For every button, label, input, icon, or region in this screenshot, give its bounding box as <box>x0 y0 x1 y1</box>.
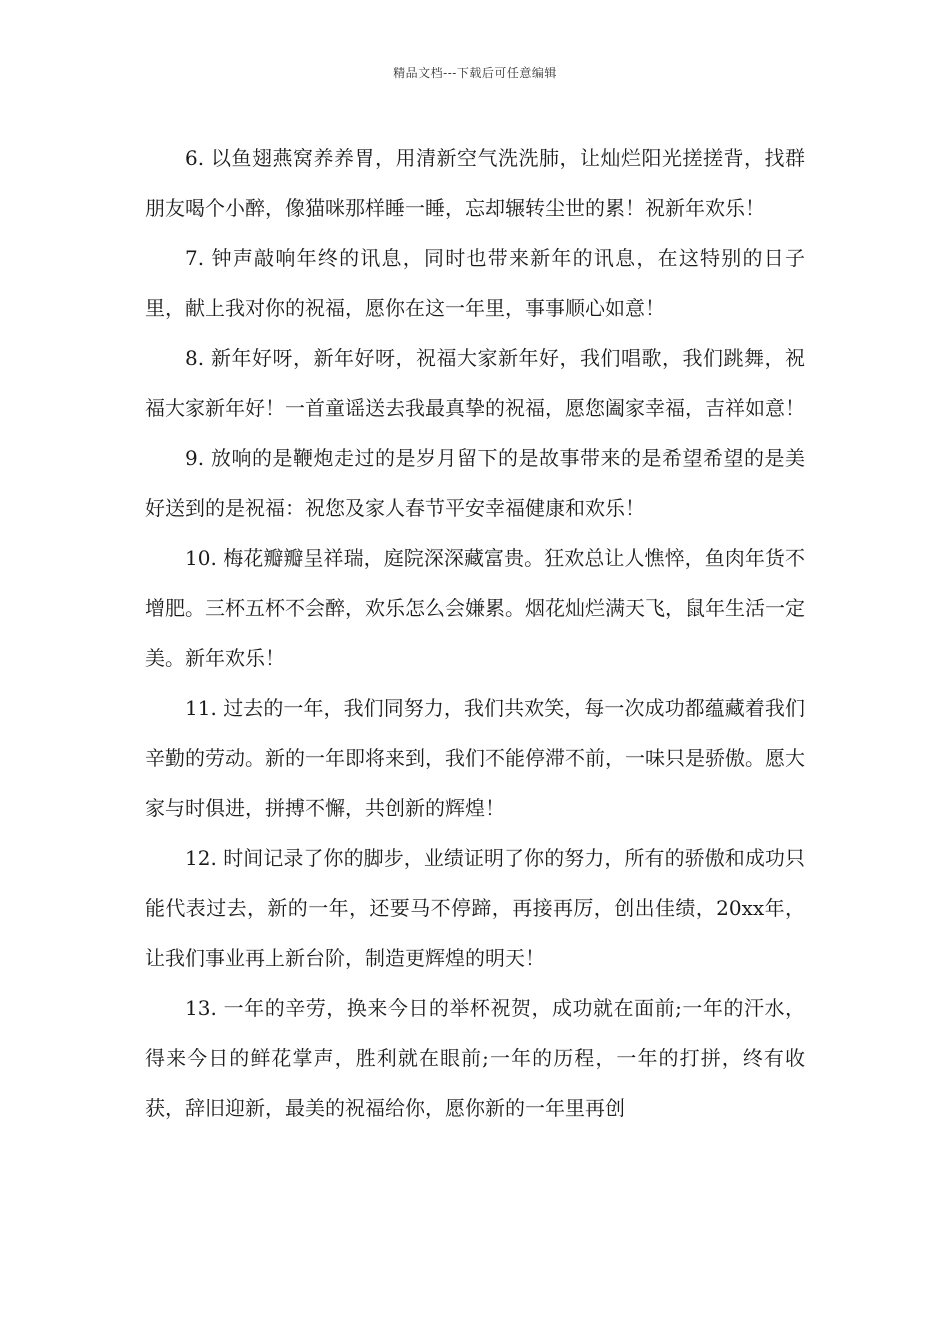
paragraph-6: 6. 以鱼翅燕窝养养胃，用清新空气洗洗肺，让灿烂阳光搓搓背，找群朋友喝个小醉，像猫咪那样睡一睡，忘却辗转尘世的累！祝新年欢乐！ <box>145 146 805 220</box>
document-body <box>145 133 805 1133</box>
paragraph-13: 13. 一年的辛劳，换来今日的举杯祝贺，成功就在面前;一年的汗水，得来今日的鲜花掌声，胜利就在眼前;一年的历程，一年的打拼，终有收获，辞旧迎新，最美的祝福给你，愿你新的一年里再创 <box>145 996 805 1120</box>
paragraph-8: 8. 新年好呀，新年好呀，祝福大家新年好，我们唱歌，我们跳舞，祝福大家新年好！一首童谣送去我最真挚的祝福，愿您阖家幸福，吉祥如意！ <box>145 346 805 420</box>
paragraph-7: 7. 钟声敲响年终的讯息，同时也带来新年的讯息，在这特别的日子里，献上我对你的祝福，愿你在这一年里，事事顺心如意！ <box>145 246 805 320</box>
paragraph-12: 12. 时间记录了你的脚步，业绩证明了你的努力，所有的骄傲和成功只能代表过去，新的一年，还要马不停蹄，再接再厉，创出佳绩，20xx年，让我们事业再上新台阶，制造更辉煌的明天！ <box>145 846 805 970</box>
paragraph-10: 10. 梅花瓣瓣呈祥瑞，庭院深深藏富贵。狂欢总让人憔悴，鱼肉年货不增肥。三杯五杯不会醉，欢乐怎么会嫌累。烟花灿烂满天飞，鼠年生活一定美。新年欢乐！ <box>145 546 805 670</box>
paragraph-11: 11. 过去的一年，我们同努力，我们共欢笑，每一次成功都蕴藏着我们辛勤的劳动。新的一年即将来到，我们不能停滞不前，一味只是骄傲。愿大家与时俱进，拼搏不懈，共创新的辉煌！ <box>145 696 805 820</box>
page-header: 精品文档---下载后可任意编辑 <box>393 66 557 80</box>
paragraph-9: 9. 放响的是鞭炮走过的是岁月留下的是故事带来的是希望希望的是美好送到的是祝福：祝您及家人春节平安幸福健康和欢乐！ <box>145 446 805 520</box>
